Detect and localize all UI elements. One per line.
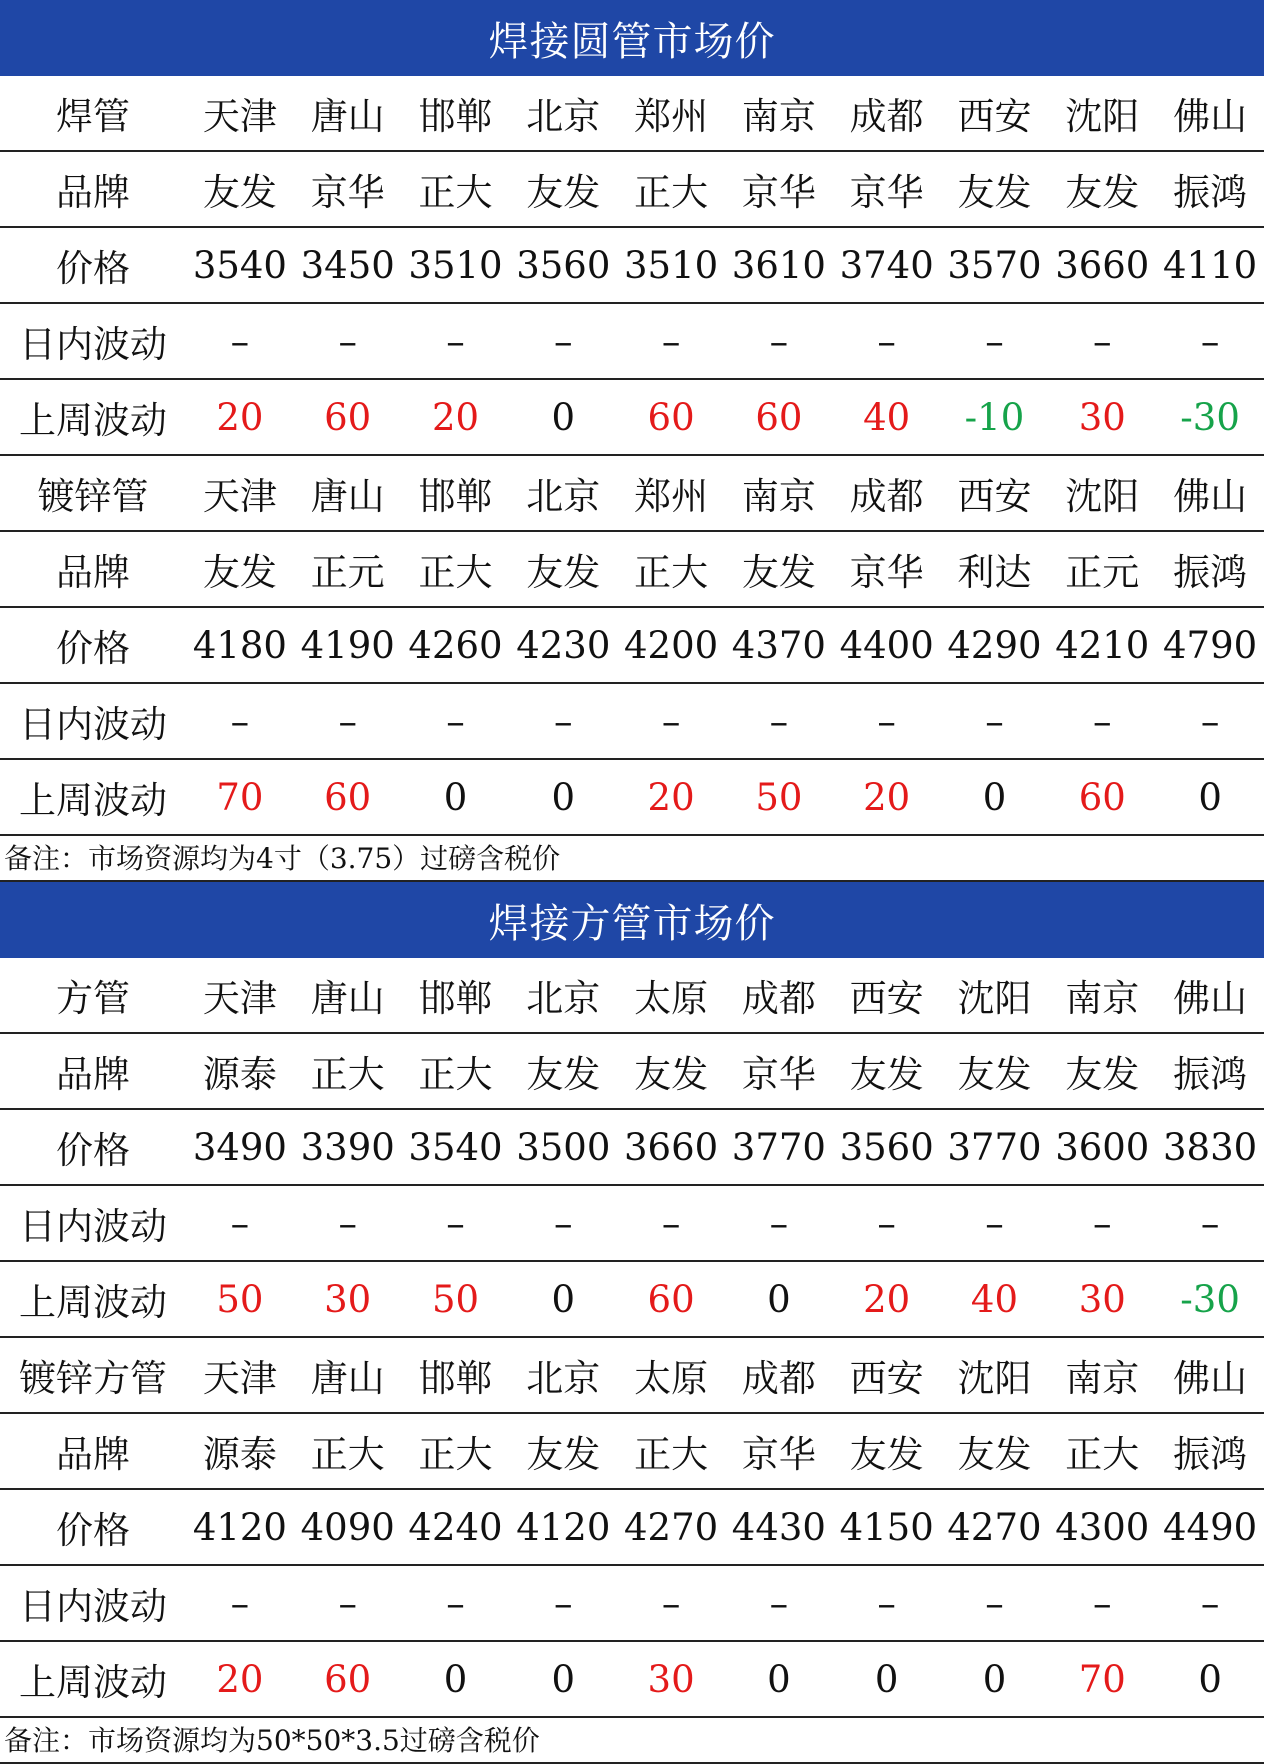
city-cell: 南京: [1048, 958, 1156, 1033]
brand-cell: 友发: [941, 1033, 1049, 1109]
brand-cell: 振鸿: [1156, 1413, 1264, 1489]
product-name: 焊管: [0, 76, 186, 151]
city-cell: 天津: [186, 958, 294, 1033]
price-cell: 4210: [1048, 607, 1156, 683]
intraday-cell: –: [294, 683, 402, 759]
price-row: [0, 1109, 1264, 1185]
city-row: [0, 76, 1264, 151]
section-title-square-pipe: 焊接方管市场价: [0, 882, 1264, 958]
intraday-cell: –: [402, 683, 510, 759]
round-pipe-table: [0, 76, 1264, 836]
brand-row: [0, 531, 1264, 607]
city-cell: 唐山: [294, 455, 402, 531]
brand-row: [0, 1413, 1264, 1489]
intraday-cell: –: [402, 1565, 510, 1641]
brand-cell: 友发: [941, 151, 1049, 227]
price-cell: 4120: [509, 1489, 617, 1565]
brand-cell: 正大: [402, 1033, 510, 1109]
price-cell: 3490: [186, 1109, 294, 1185]
intraday-cell: –: [186, 1185, 294, 1261]
weekly-cell: 0: [509, 759, 617, 835]
weekly-cell: 60: [294, 379, 402, 455]
city-cell: 沈阳: [1048, 76, 1156, 151]
brand-cell: 正元: [1048, 531, 1156, 607]
weekly-cell: 0: [725, 1641, 833, 1717]
row-label: 价格: [0, 607, 186, 683]
price-cell: 3560: [833, 1109, 941, 1185]
city-cell: 唐山: [294, 1337, 402, 1413]
weekly-cell: 30: [294, 1261, 402, 1337]
price-cell: 3570: [941, 227, 1049, 303]
weekly-row: [0, 759, 1264, 835]
weekly-cell: 0: [833, 1641, 941, 1717]
weekly-cell: 30: [617, 1641, 725, 1717]
weekly-cell: -10: [941, 379, 1049, 455]
row-label: 价格: [0, 1109, 186, 1185]
row-label: 品牌: [0, 1413, 186, 1489]
city-cell: 邯郸: [402, 1337, 510, 1413]
price-cell: 3510: [402, 227, 510, 303]
brand-cell: 京华: [725, 1413, 833, 1489]
intraday-cell: –: [1048, 1565, 1156, 1641]
price-cell: 4370: [725, 607, 833, 683]
weekly-cell: 70: [186, 759, 294, 835]
brand-cell: 正大: [1048, 1413, 1156, 1489]
intraday-row: [0, 1185, 1264, 1261]
brand-cell: 京华: [725, 1033, 833, 1109]
intraday-cell: –: [617, 683, 725, 759]
square-pipe-block: [0, 958, 1264, 1337]
city-cell: 郑州: [617, 76, 725, 151]
city-row: [0, 1337, 1264, 1413]
brand-cell: 友发: [1048, 1033, 1156, 1109]
city-cell: 邯郸: [402, 76, 510, 151]
brand-cell: 正元: [294, 531, 402, 607]
city-cell: 沈阳: [941, 1337, 1049, 1413]
price-cell: 3500: [509, 1109, 617, 1185]
intraday-cell: –: [833, 303, 941, 379]
price-cell: 4300: [1048, 1489, 1156, 1565]
square-pipe-table: [0, 958, 1264, 1718]
price-cell: 4490: [1156, 1489, 1264, 1565]
brand-cell: 友发: [186, 531, 294, 607]
price-cell: 3610: [725, 227, 833, 303]
city-cell: 北京: [509, 958, 617, 1033]
weekly-cell: 0: [725, 1261, 833, 1337]
brand-cell: 友发: [509, 1033, 617, 1109]
price-cell: 3770: [725, 1109, 833, 1185]
brand-cell: 正大: [402, 531, 510, 607]
weekly-cell: 20: [186, 379, 294, 455]
price-row: [0, 1489, 1264, 1565]
brand-cell: 正大: [294, 1413, 402, 1489]
price-cell: 4180: [186, 607, 294, 683]
intraday-cell: –: [725, 303, 833, 379]
city-cell: 西安: [833, 958, 941, 1033]
weekly-cell: 0: [1156, 1641, 1264, 1717]
weekly-cell: 20: [833, 1261, 941, 1337]
intraday-cell: –: [509, 1565, 617, 1641]
weekly-cell: 60: [1048, 759, 1156, 835]
brand-cell: 京华: [833, 531, 941, 607]
price-row: [0, 227, 1264, 303]
row-label: 上周波动: [0, 1641, 186, 1717]
price-cell: 3740: [833, 227, 941, 303]
brand-cell: 友发: [186, 151, 294, 227]
weekly-cell: 40: [833, 379, 941, 455]
price-cell: 3540: [186, 227, 294, 303]
weekly-cell: 60: [617, 1261, 725, 1337]
weekly-cell: 0: [509, 379, 617, 455]
city-row: [0, 455, 1264, 531]
row-label: 价格: [0, 1489, 186, 1565]
city-cell: 南京: [725, 76, 833, 151]
weekly-cell: 60: [617, 379, 725, 455]
intraday-cell: –: [1156, 303, 1264, 379]
brand-cell: 友发: [1048, 151, 1156, 227]
brand-cell: 京华: [294, 151, 402, 227]
price-row: [0, 607, 1264, 683]
row-label: 价格: [0, 227, 186, 303]
city-cell: 佛山: [1156, 76, 1264, 151]
intraday-cell: –: [294, 1185, 402, 1261]
brand-cell: 源泰: [186, 1033, 294, 1109]
brand-row: [0, 1033, 1264, 1109]
city-cell: 邯郸: [402, 455, 510, 531]
brand-cell: 京华: [725, 151, 833, 227]
intraday-cell: –: [509, 683, 617, 759]
city-cell: 天津: [186, 455, 294, 531]
price-cell: 4090: [294, 1489, 402, 1565]
weekly-cell: 50: [402, 1261, 510, 1337]
intraday-cell: –: [186, 303, 294, 379]
price-cell: 4200: [617, 607, 725, 683]
city-cell: 南京: [725, 455, 833, 531]
intraday-cell: –: [294, 303, 402, 379]
intraday-cell: –: [833, 1565, 941, 1641]
intraday-cell: –: [509, 1185, 617, 1261]
intraday-cell: –: [509, 303, 617, 379]
price-cell: 3390: [294, 1109, 402, 1185]
price-cell: 4430: [725, 1489, 833, 1565]
intraday-cell: –: [941, 303, 1049, 379]
city-cell: 天津: [186, 76, 294, 151]
city-cell: 成都: [833, 455, 941, 531]
intraday-cell: –: [941, 683, 1049, 759]
row-label: 上周波动: [0, 1261, 186, 1337]
intraday-cell: –: [725, 1185, 833, 1261]
weekly-cell: 20: [402, 379, 510, 455]
weekly-cell: -30: [1156, 379, 1264, 455]
price-cell: 3540: [402, 1109, 510, 1185]
brand-cell: 京华: [833, 151, 941, 227]
brand-cell: 正大: [617, 531, 725, 607]
city-cell: 佛山: [1156, 1337, 1264, 1413]
brand-row: [0, 151, 1264, 227]
product-name: 镀锌方管: [0, 1337, 186, 1413]
intraday-cell: –: [833, 683, 941, 759]
galvanized-square-pipe-block: [0, 1337, 1264, 1717]
intraday-cell: –: [941, 1185, 1049, 1261]
weekly-cell: 70: [1048, 1641, 1156, 1717]
row-label: 上周波动: [0, 759, 186, 835]
city-cell: 成都: [725, 958, 833, 1033]
price-cell: 4190: [294, 607, 402, 683]
city-cell: 北京: [509, 1337, 617, 1413]
weekly-cell: 0: [941, 759, 1049, 835]
price-cell: 4270: [941, 1489, 1049, 1565]
row-label: 品牌: [0, 1033, 186, 1109]
price-cell: 4260: [402, 607, 510, 683]
weekly-cell: 0: [509, 1641, 617, 1717]
brand-cell: 正大: [402, 1413, 510, 1489]
round-pipe-note: 备注：市场资源均为4寸（3.75）过磅含税价: [0, 836, 1264, 882]
brand-cell: 振鸿: [1156, 531, 1264, 607]
city-cell: 佛山: [1156, 455, 1264, 531]
intraday-cell: –: [725, 1565, 833, 1641]
brand-cell: 友发: [509, 531, 617, 607]
intraday-cell: –: [186, 1565, 294, 1641]
galvanized-pipe-block: [0, 455, 1264, 835]
weekly-cell: 30: [1048, 1261, 1156, 1337]
price-cell: 4270: [617, 1489, 725, 1565]
intraday-cell: –: [1156, 1565, 1264, 1641]
intraday-cell: –: [1048, 303, 1156, 379]
price-cell: 4290: [941, 607, 1049, 683]
city-cell: 南京: [1048, 1337, 1156, 1413]
price-cell: 4120: [186, 1489, 294, 1565]
weekly-cell: 0: [402, 759, 510, 835]
row-label: 日内波动: [0, 1185, 186, 1261]
brand-cell: 友发: [833, 1413, 941, 1489]
city-cell: 佛山: [1156, 958, 1264, 1033]
square-pipe-note: 备注：市场资源均为50*50*3.5过磅含税价: [0, 1718, 1264, 1764]
intraday-cell: –: [617, 1565, 725, 1641]
row-label: 日内波动: [0, 683, 186, 759]
weekly-cell: 20: [617, 759, 725, 835]
intraday-row: [0, 303, 1264, 379]
weekly-cell: 0: [1156, 759, 1264, 835]
price-cell: 3600: [1048, 1109, 1156, 1185]
intraday-cell: –: [294, 1565, 402, 1641]
product-name: 方管: [0, 958, 186, 1033]
weekly-cell: 60: [294, 759, 402, 835]
intraday-cell: –: [725, 683, 833, 759]
weekly-cell: 50: [725, 759, 833, 835]
price-cell: 4150: [833, 1489, 941, 1565]
brand-cell: 友发: [833, 1033, 941, 1109]
city-cell: 郑州: [617, 455, 725, 531]
intraday-row: [0, 683, 1264, 759]
city-cell: 西安: [833, 1337, 941, 1413]
city-cell: 太原: [617, 958, 725, 1033]
price-cell: 4230: [509, 607, 617, 683]
brand-cell: 利达: [941, 531, 1049, 607]
weekly-row: [0, 379, 1264, 455]
price-cell: 4110: [1156, 227, 1264, 303]
brand-cell: 正大: [617, 151, 725, 227]
city-row: [0, 958, 1264, 1033]
section-title-round-pipe: 焊接圆管市场价: [0, 0, 1264, 76]
intraday-cell: –: [402, 303, 510, 379]
brand-cell: 友发: [509, 151, 617, 227]
intraday-row: [0, 1565, 1264, 1641]
row-label: 品牌: [0, 151, 186, 227]
intraday-cell: –: [1048, 683, 1156, 759]
weekly-cell: 60: [294, 1641, 402, 1717]
row-label: 日内波动: [0, 303, 186, 379]
weekly-cell: 50: [186, 1261, 294, 1337]
city-cell: 唐山: [294, 76, 402, 151]
weekly-row: [0, 1261, 1264, 1337]
city-cell: 唐山: [294, 958, 402, 1033]
product-name: 镀锌管: [0, 455, 186, 531]
intraday-cell: –: [1156, 683, 1264, 759]
price-cell: 4240: [402, 1489, 510, 1565]
intraday-cell: –: [941, 1565, 1049, 1641]
city-cell: 成都: [725, 1337, 833, 1413]
city-cell: 西安: [941, 76, 1049, 151]
row-label: 日内波动: [0, 1565, 186, 1641]
row-label: 上周波动: [0, 379, 186, 455]
brand-cell: 振鸿: [1156, 151, 1264, 227]
weekly-cell: 0: [402, 1641, 510, 1717]
city-cell: 成都: [833, 76, 941, 151]
intraday-cell: –: [1048, 1185, 1156, 1261]
price-cell: 4400: [833, 607, 941, 683]
brand-cell: 源泰: [186, 1413, 294, 1489]
price-cell: 3450: [294, 227, 402, 303]
weekly-cell: 20: [186, 1641, 294, 1717]
brand-cell: 正大: [294, 1033, 402, 1109]
weekly-cell: 60: [725, 379, 833, 455]
city-cell: 太原: [617, 1337, 725, 1413]
city-cell: 北京: [509, 455, 617, 531]
price-cell: 3660: [1048, 227, 1156, 303]
city-cell: 邯郸: [402, 958, 510, 1033]
price-cell: 3770: [941, 1109, 1049, 1185]
brand-cell: 友发: [617, 1033, 725, 1109]
city-cell: 天津: [186, 1337, 294, 1413]
price-cell: 4790: [1156, 607, 1264, 683]
brand-cell: 友发: [509, 1413, 617, 1489]
price-cell: 3660: [617, 1109, 725, 1185]
brand-cell: 正大: [617, 1413, 725, 1489]
weekly-cell: 40: [941, 1261, 1049, 1337]
brand-cell: 友发: [725, 531, 833, 607]
weekly-cell: -30: [1156, 1261, 1264, 1337]
intraday-cell: –: [617, 1185, 725, 1261]
city-cell: 北京: [509, 76, 617, 151]
intraday-cell: –: [402, 1185, 510, 1261]
intraday-cell: –: [1156, 1185, 1264, 1261]
weekly-row: [0, 1641, 1264, 1717]
intraday-cell: –: [186, 683, 294, 759]
price-cell: 3510: [617, 227, 725, 303]
price-cell: 3560: [509, 227, 617, 303]
weekly-cell: 30: [1048, 379, 1156, 455]
brand-cell: 友发: [941, 1413, 1049, 1489]
intraday-cell: –: [617, 303, 725, 379]
welded-pipe-block: [0, 76, 1264, 455]
brand-cell: 振鸿: [1156, 1033, 1264, 1109]
city-cell: 西安: [941, 455, 1049, 531]
row-label: 品牌: [0, 531, 186, 607]
price-cell: 3830: [1156, 1109, 1264, 1185]
weekly-cell: 0: [509, 1261, 617, 1337]
weekly-cell: 20: [833, 759, 941, 835]
city-cell: 沈阳: [941, 958, 1049, 1033]
city-cell: 沈阳: [1048, 455, 1156, 531]
intraday-cell: –: [833, 1185, 941, 1261]
weekly-cell: 0: [941, 1641, 1049, 1717]
brand-cell: 正大: [402, 151, 510, 227]
